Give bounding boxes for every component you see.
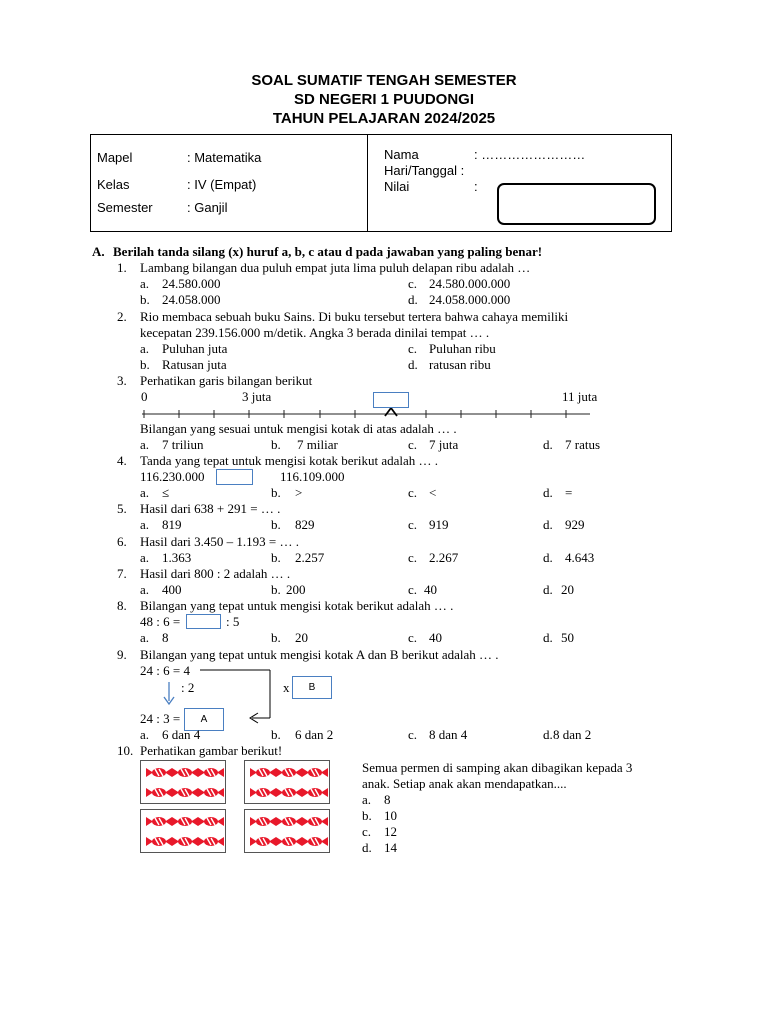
number-line [140, 404, 595, 420]
q4-option-b-letter[interactable]: b. [271, 485, 281, 500]
q8-option-d-letter[interactable]: d. [543, 630, 553, 645]
candy-panel-4 [244, 809, 330, 853]
q2-text-line2: kecepatan 239.156.000 m/detik. Angka 3 berada dinilai tempat … . [140, 325, 490, 340]
q8-option-d[interactable]: 50 [561, 630, 574, 645]
q9-box-a[interactable]: A [184, 708, 224, 731]
q7-option-a[interactable]: 400 [162, 582, 182, 597]
q9-option-c[interactable]: 8 dan 4 [429, 727, 468, 742]
candy-icon [198, 767, 224, 778]
q4-option-c[interactable]: < [429, 485, 437, 500]
q10-option-a[interactable]: 8 [384, 792, 391, 807]
candy-icon [172, 767, 198, 778]
title-line-1: SOAL SUMATIF TENGAH SEMESTER [251, 72, 517, 89]
q8-option-c-letter[interactable]: c. [408, 630, 418, 645]
number-line-label-3-juta: 3 juta [242, 389, 272, 404]
q3-option-c-letter[interactable]: c. [408, 437, 418, 452]
q10-option-a-letter[interactable]: a. [362, 792, 372, 807]
q3-option-c[interactable]: 7 juta [429, 437, 459, 452]
q5-text: Hasil dari 638 + 291 = … . [140, 501, 281, 516]
mapel-value: : Matematika [187, 150, 262, 165]
title-line-2: SD NEGERI 1 PUUDONGI [293, 91, 475, 108]
q8-option-b[interactable]: 20 [295, 630, 308, 645]
q9-number: 9. [117, 647, 127, 662]
q3-option-a-letter[interactable]: a. [140, 437, 150, 452]
q10-option-b-letter[interactable]: b. [362, 808, 372, 823]
q1-option-b[interactable]: 24.058.000 [162, 292, 221, 307]
q1-option-d-letter[interactable]: d. [408, 292, 418, 307]
nama-label: Nama [384, 147, 419, 162]
mapel-label: Mapel [97, 150, 133, 165]
q6-option-a-letter[interactable]: a. [140, 550, 150, 565]
q7-number: 7. [117, 566, 127, 581]
q1-option-c[interactable]: 24.580.000.000 [429, 276, 511, 291]
q1-option-c-letter[interactable]: c. [408, 276, 418, 291]
q5-number: 5. [117, 501, 127, 516]
candy-icon [276, 787, 302, 798]
q4-text: Tanda yang tepat untuk mengisi kotak berikut adalah … . [140, 453, 439, 468]
q10-option-d-letter[interactable]: d. [362, 840, 372, 855]
q6-option-c-letter[interactable]: c. [408, 550, 418, 565]
q10-description-line2: anak. Setiap anak akan mendapatkan.... [362, 776, 567, 791]
q2-option-b[interactable]: Ratusan juta [162, 357, 227, 372]
q10-description-line1: Semua permen di samping akan dibagikan kepada 3 [362, 760, 633, 775]
q6-option-b[interactable]: 2.257 [295, 550, 325, 565]
section-instruction: Berilah tanda silang (x) huruf a, b, c atau d pada jawaban yang paling benar! [113, 244, 543, 259]
candy-icon [198, 836, 224, 847]
q3-option-a[interactable]: 7 triliun [162, 437, 204, 452]
q4-option-a[interactable]: ≤ [162, 485, 170, 500]
table-divider [367, 135, 368, 231]
q3-option-d-letter[interactable]: d. [543, 437, 553, 452]
candy-icon [146, 767, 172, 778]
q2-option-c[interactable]: Puluhan ribu [429, 341, 496, 356]
q2-number: 2. [117, 309, 127, 324]
candy-icon [198, 787, 224, 798]
q2-text-line1: Rio membaca sebuah buku Sains. Di buku tersebut tertera bahwa cahaya memiliki [140, 309, 569, 324]
candy-icon [302, 767, 328, 778]
q5-option-b-letter[interactable]: b. [271, 517, 281, 532]
q10-number: 10. [117, 743, 134, 758]
q2-option-b-letter[interactable]: b. [140, 357, 150, 372]
q3-answer-box[interactable] [373, 392, 409, 408]
q4-option-b[interactable]: > [295, 485, 303, 500]
q3-option-b[interactable]: 7 miliar [297, 437, 338, 452]
q2-option-a-letter[interactable]: a. [140, 341, 150, 356]
q8-number: 8. [117, 598, 127, 613]
candy-icon [276, 816, 302, 827]
candy-icon [250, 816, 276, 827]
candy-panel-3 [140, 809, 226, 853]
q10-option-b[interactable]: 10 [384, 808, 397, 823]
candy-icon [276, 767, 302, 778]
q5-option-d[interactable]: 929 [565, 517, 585, 532]
q9-option-c-letter[interactable]: c. [408, 727, 418, 742]
q9-option-b-letter[interactable]: b. [271, 727, 281, 742]
kelas-label: Kelas [97, 177, 130, 192]
q10-option-c-letter[interactable]: c. [362, 824, 372, 839]
q9-option-b[interactable]: 6 dan 2 [295, 727, 334, 742]
candy-icon [146, 816, 172, 827]
q4-option-c-letter[interactable]: c. [408, 485, 418, 500]
q8-text: Bilangan yang tepat untuk mengisi kotak berikut adalah … . [140, 598, 454, 613]
nilai-colon: : [474, 179, 478, 194]
q10-text: Perhatikan gambar berikut! [140, 743, 283, 758]
kelas-value: : IV (Empat) [187, 177, 257, 192]
q5-option-c-letter[interactable]: c. [408, 517, 418, 532]
q3-text: Perhatikan garis bilangan berikut [140, 373, 313, 388]
q2-option-c-letter[interactable]: c. [408, 341, 418, 356]
q4-answer-box[interactable] [216, 469, 253, 485]
q1-option-a[interactable]: 24.580.000 [162, 276, 221, 291]
q4-left-number: 116.230.000 [140, 469, 205, 484]
q8-left-expression: 48 : 6 = [140, 614, 181, 629]
title-line-3: TAHUN PELAJARAN 2024/2025 [272, 110, 496, 127]
q7-option-d[interactable]: 20 [561, 582, 574, 597]
q1-number: 1. [117, 260, 127, 275]
q3-option-d[interactable]: 7 ratus [565, 437, 601, 452]
q8-option-a-letter[interactable]: a. [140, 630, 150, 645]
q10-option-d[interactable]: 14 [384, 840, 397, 855]
q6-text: Hasil dari 3.450 – 1.193 = … . [140, 534, 299, 549]
q5-option-c[interactable]: 919 [429, 517, 449, 532]
candy-icon [198, 816, 224, 827]
q8-option-c[interactable]: 40 [429, 630, 442, 645]
q2-option-d-letter[interactable]: d. [408, 357, 418, 372]
q10-option-c[interactable]: 12 [384, 824, 397, 839]
candy-icon [146, 836, 172, 847]
q9-option-a-letter[interactable]: a. [140, 727, 150, 742]
q7-option-b[interactable]: 200 [286, 582, 306, 597]
q6-option-c[interactable]: 2.267 [429, 550, 459, 565]
q6-option-a[interactable]: 1.363 [162, 550, 192, 565]
candy-panel-2 [244, 760, 330, 804]
q1-option-b-letter[interactable]: b. [140, 292, 150, 307]
q9-divide-by-2: : 2 [181, 680, 195, 695]
q8-option-b-letter[interactable]: b. [271, 630, 281, 645]
score-box[interactable] [497, 183, 656, 225]
q5-option-d-letter[interactable]: d. [543, 517, 553, 532]
q8-right-expression: : 5 [226, 614, 240, 629]
q9-equation-1: 24 : 6 = 4 [140, 663, 190, 678]
q6-option-d-letter[interactable]: d. [543, 550, 553, 565]
q9-box-b[interactable]: B [292, 676, 332, 699]
q9-times-sign: x [283, 680, 290, 695]
candy-icon [302, 787, 328, 798]
q4-option-a-letter[interactable]: a. [140, 485, 150, 500]
q9-text: Bilangan yang tepat untuk mengisi kotak A dan B berikut adalah … . [140, 647, 499, 662]
q6-option-b-letter[interactable]: b. [271, 550, 281, 565]
semester-value: : Ganjil [187, 200, 228, 215]
q7-option-a-letter[interactable]: a. [140, 582, 150, 597]
candy-icon [250, 836, 276, 847]
candy-icon [302, 816, 328, 827]
candy-panel-1 [140, 760, 226, 804]
q5-option-a-letter[interactable]: a. [140, 517, 150, 532]
q4-option-d[interactable]: = [565, 485, 573, 500]
q4-number: 4. [117, 453, 127, 468]
section-letter: A. [92, 244, 105, 259]
q9-option-a[interactable]: 6 dan 4 [162, 727, 201, 742]
q1-option-d[interactable]: 24.058.000.000 [429, 292, 511, 307]
q1-text: Lambang bilangan dua puluh empat juta lima puluh delapan ribu adalah … [140, 260, 531, 275]
q7-option-d-letter[interactable]: d. [543, 582, 553, 597]
candy-icon [250, 767, 276, 778]
number-line-arrow-icon [385, 408, 397, 416]
candy-icon [146, 787, 172, 798]
candy-icon [302, 836, 328, 847]
q2-option-d[interactable]: ratusan ribu [429, 357, 491, 372]
q5-option-a[interactable]: 819 [162, 517, 182, 532]
q6-option-d[interactable]: 4.643 [565, 550, 595, 565]
q3-text-line2: Bilangan yang sesuai untuk mengisi kotak di atas adalah … . [140, 421, 457, 436]
q7-option-c[interactable]: 40 [424, 582, 437, 597]
q7-option-b-letter[interactable]: b. [271, 582, 281, 597]
candy-icon [276, 836, 302, 847]
q9-equation-2: 24 : 3 = [140, 711, 181, 726]
nilai-label: Nilai [384, 179, 410, 194]
candy-icon [172, 816, 198, 827]
q8-answer-box[interactable] [186, 614, 221, 629]
q4-option-d-letter[interactable]: d. [543, 485, 553, 500]
q5-option-b[interactable]: 829 [295, 517, 315, 532]
hari-tanggal-label: Hari/Tanggal : [384, 163, 465, 178]
q2-option-a[interactable]: Puluhan juta [162, 341, 228, 356]
q7-option-c-letter[interactable]: c. [408, 582, 418, 597]
number-line-label-11-juta: 11 juta [562, 389, 598, 404]
q1-option-a-letter[interactable]: a. [140, 276, 150, 291]
q3-option-b-letter[interactable]: b. [271, 437, 281, 452]
q6-number: 6. [117, 534, 127, 549]
q9-option-d[interactable]: 8 dan 2 [553, 727, 592, 742]
q3-number: 3. [117, 373, 127, 388]
number-line-label-0: 0 [141, 389, 148, 404]
q8-option-a[interactable]: 8 [162, 630, 169, 645]
q4-right-number: 116.109.000 [280, 469, 345, 484]
candy-icon [172, 836, 198, 847]
candy-icon [250, 787, 276, 798]
nama-value[interactable]: : …………………… [474, 147, 586, 162]
q9-option-d-letter[interactable]: d. [543, 727, 553, 742]
semester-label: Semester [97, 200, 153, 215]
q7-text: Hasil dari 800 : 2 adalah … . [140, 566, 291, 581]
candy-icon [172, 787, 198, 798]
